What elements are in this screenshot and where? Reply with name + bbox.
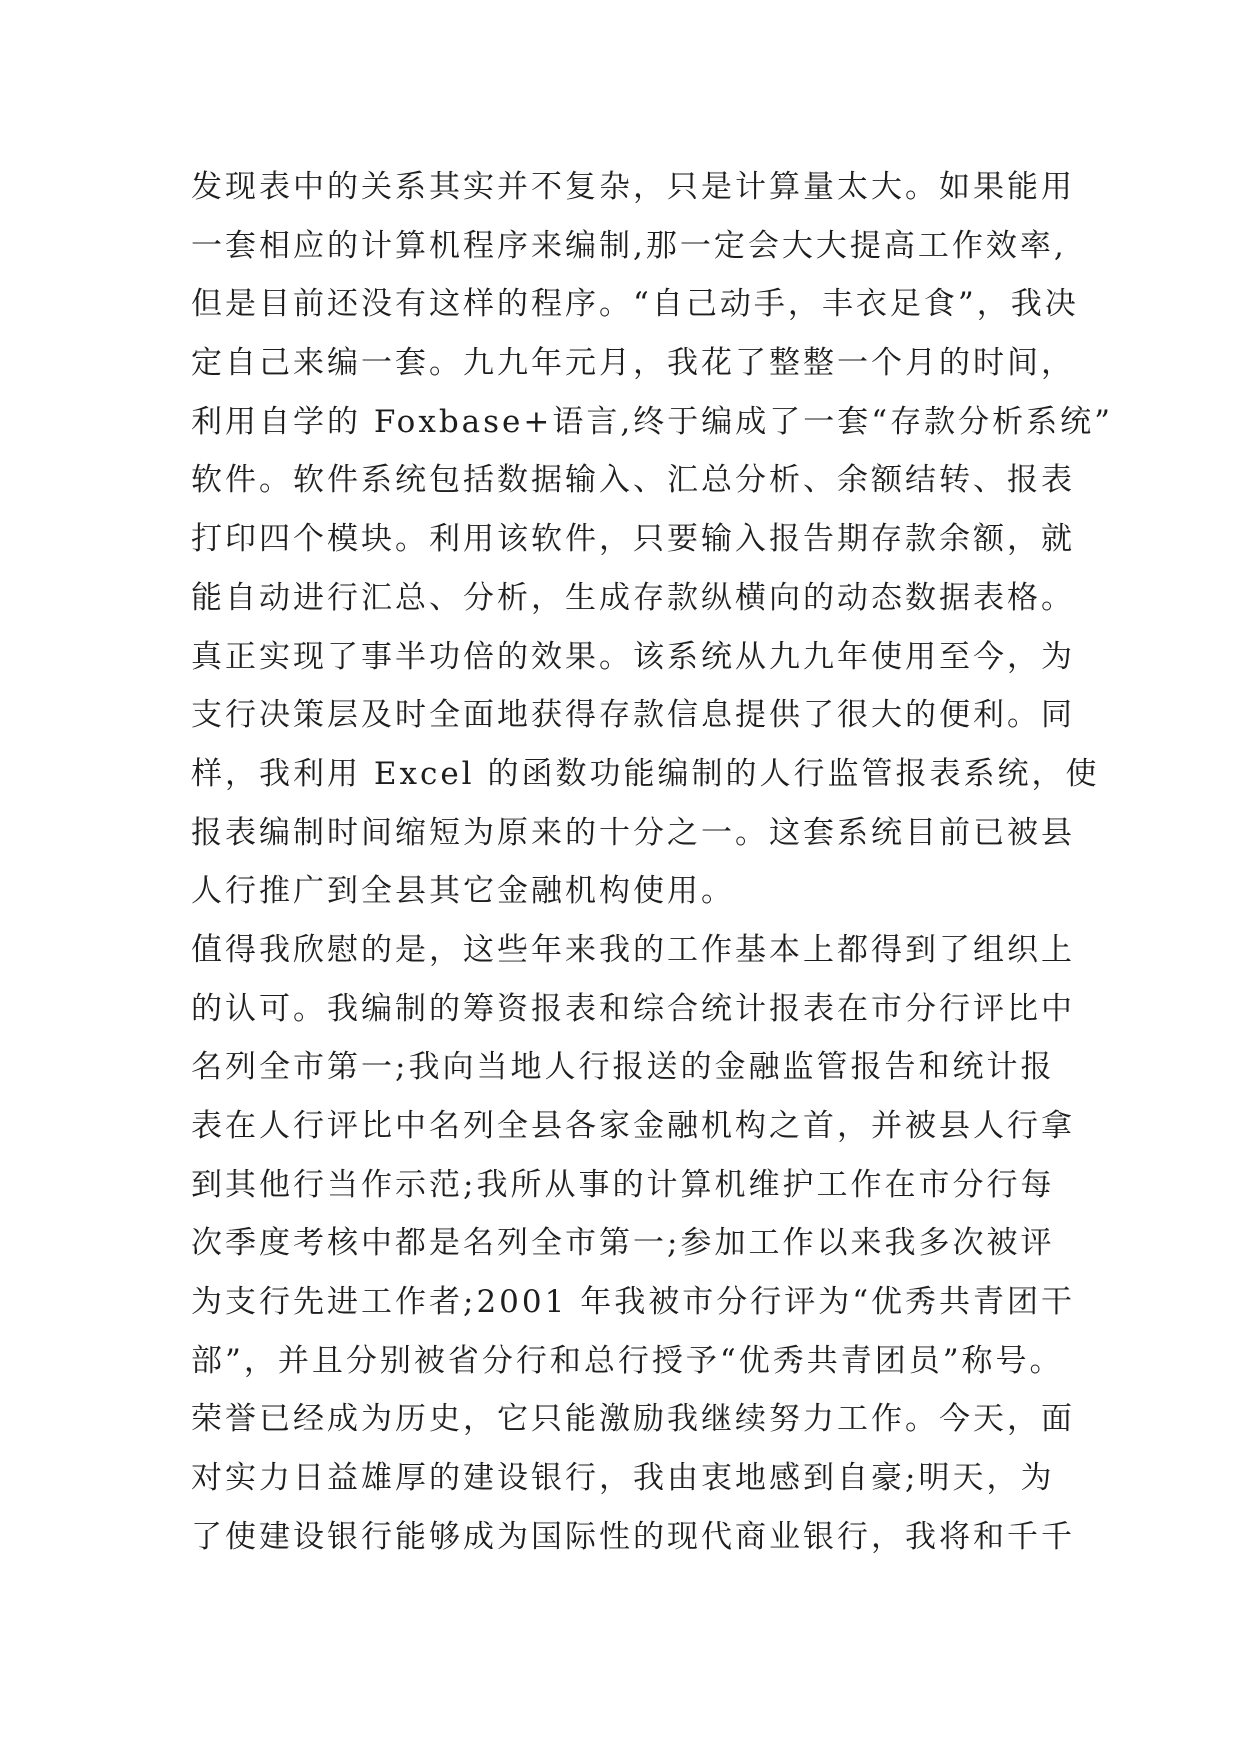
text-line: 但是目前还没有这样的程序。“自己动手，丰衣足食”，我决 xyxy=(191,286,1079,323)
text-line: 了使建设银行能够成为国际性的现代商业银行，我将和千千 xyxy=(191,1518,1075,1555)
text-line: 表在人行评比中名列全县各家金融机构之首，并被县人行拿 xyxy=(191,1108,1075,1144)
text-line: 名列全市第一;我向当地人行报送的金融监管报告和统计报 xyxy=(191,1049,1055,1086)
text-line: 软件。软件系统包括数据输入、汇总分析、余额结转、报表 xyxy=(191,462,1075,499)
document-body-text xyxy=(191,158,1113,1567)
text-line: 打印四个模块。利用该软件，只要输入报告期存款余额，就 xyxy=(191,521,1075,558)
text-line: 值得我欣慰的是，这些年来我的工作基本上都得到了组织上 xyxy=(191,931,1075,968)
text-line: 真正实现了事半功倍的效果。该系统从九九年使用至今，为 xyxy=(191,638,1075,675)
text-line: 对实力日益雄厚的建设银行，我由衷地感到自豪;明天，为 xyxy=(191,1460,1055,1497)
text-line: 为支行先进工作者;2001 年我被市分行评为“优秀共青团干 xyxy=(191,1284,1076,1321)
text-line: 的认可。我编制的筹资报表和综合统计报表在市分行评比中 xyxy=(191,990,1075,1027)
text-line: 能自动进行汇总、分析，生成存款纵横向的动态数据表格。 xyxy=(191,579,1075,616)
text-line: 次季度考核中都是名列全市第一;参加工作以来我多次被评 xyxy=(191,1225,1055,1262)
text-line: 定自己来编一套。九九年元月，我花了整整一个月的时间， xyxy=(191,345,1075,382)
text-line: 样，我利用 Excel 的函数功能编制的人行监管报表系统，使 xyxy=(191,755,1100,792)
text-line: 利用自学的 Foxbase+语言,终于编成了一套“存款分析系统” xyxy=(191,403,1113,440)
text-line: 发现表中的关系其实并不复杂，只是计算量太大。如果能用 xyxy=(191,169,1075,205)
text-line: 支行决策层及时全面地获得存款信息提供了很大的便利。同 xyxy=(191,697,1075,734)
text-line: 一套相应的计算机程序来编制,那一定会大大提高工作效率, xyxy=(191,227,1067,264)
text-line: 荣誉已经成为历史，它只能激励我继续努力工作。今天，面 xyxy=(191,1401,1075,1438)
text-line: 人行推广到全县其它金融机构使用。 xyxy=(191,873,735,910)
text-line: 到其他行当作示范;我所从事的计算机维护工作在市分行每 xyxy=(191,1166,1055,1203)
text-line: 报表编制时间缩短为原来的十分之一。这套系统目前已被县 xyxy=(191,814,1075,851)
text-line: 部”，并且分别被省分行和总行授予“优秀共青团员”称号。 xyxy=(191,1342,1064,1379)
